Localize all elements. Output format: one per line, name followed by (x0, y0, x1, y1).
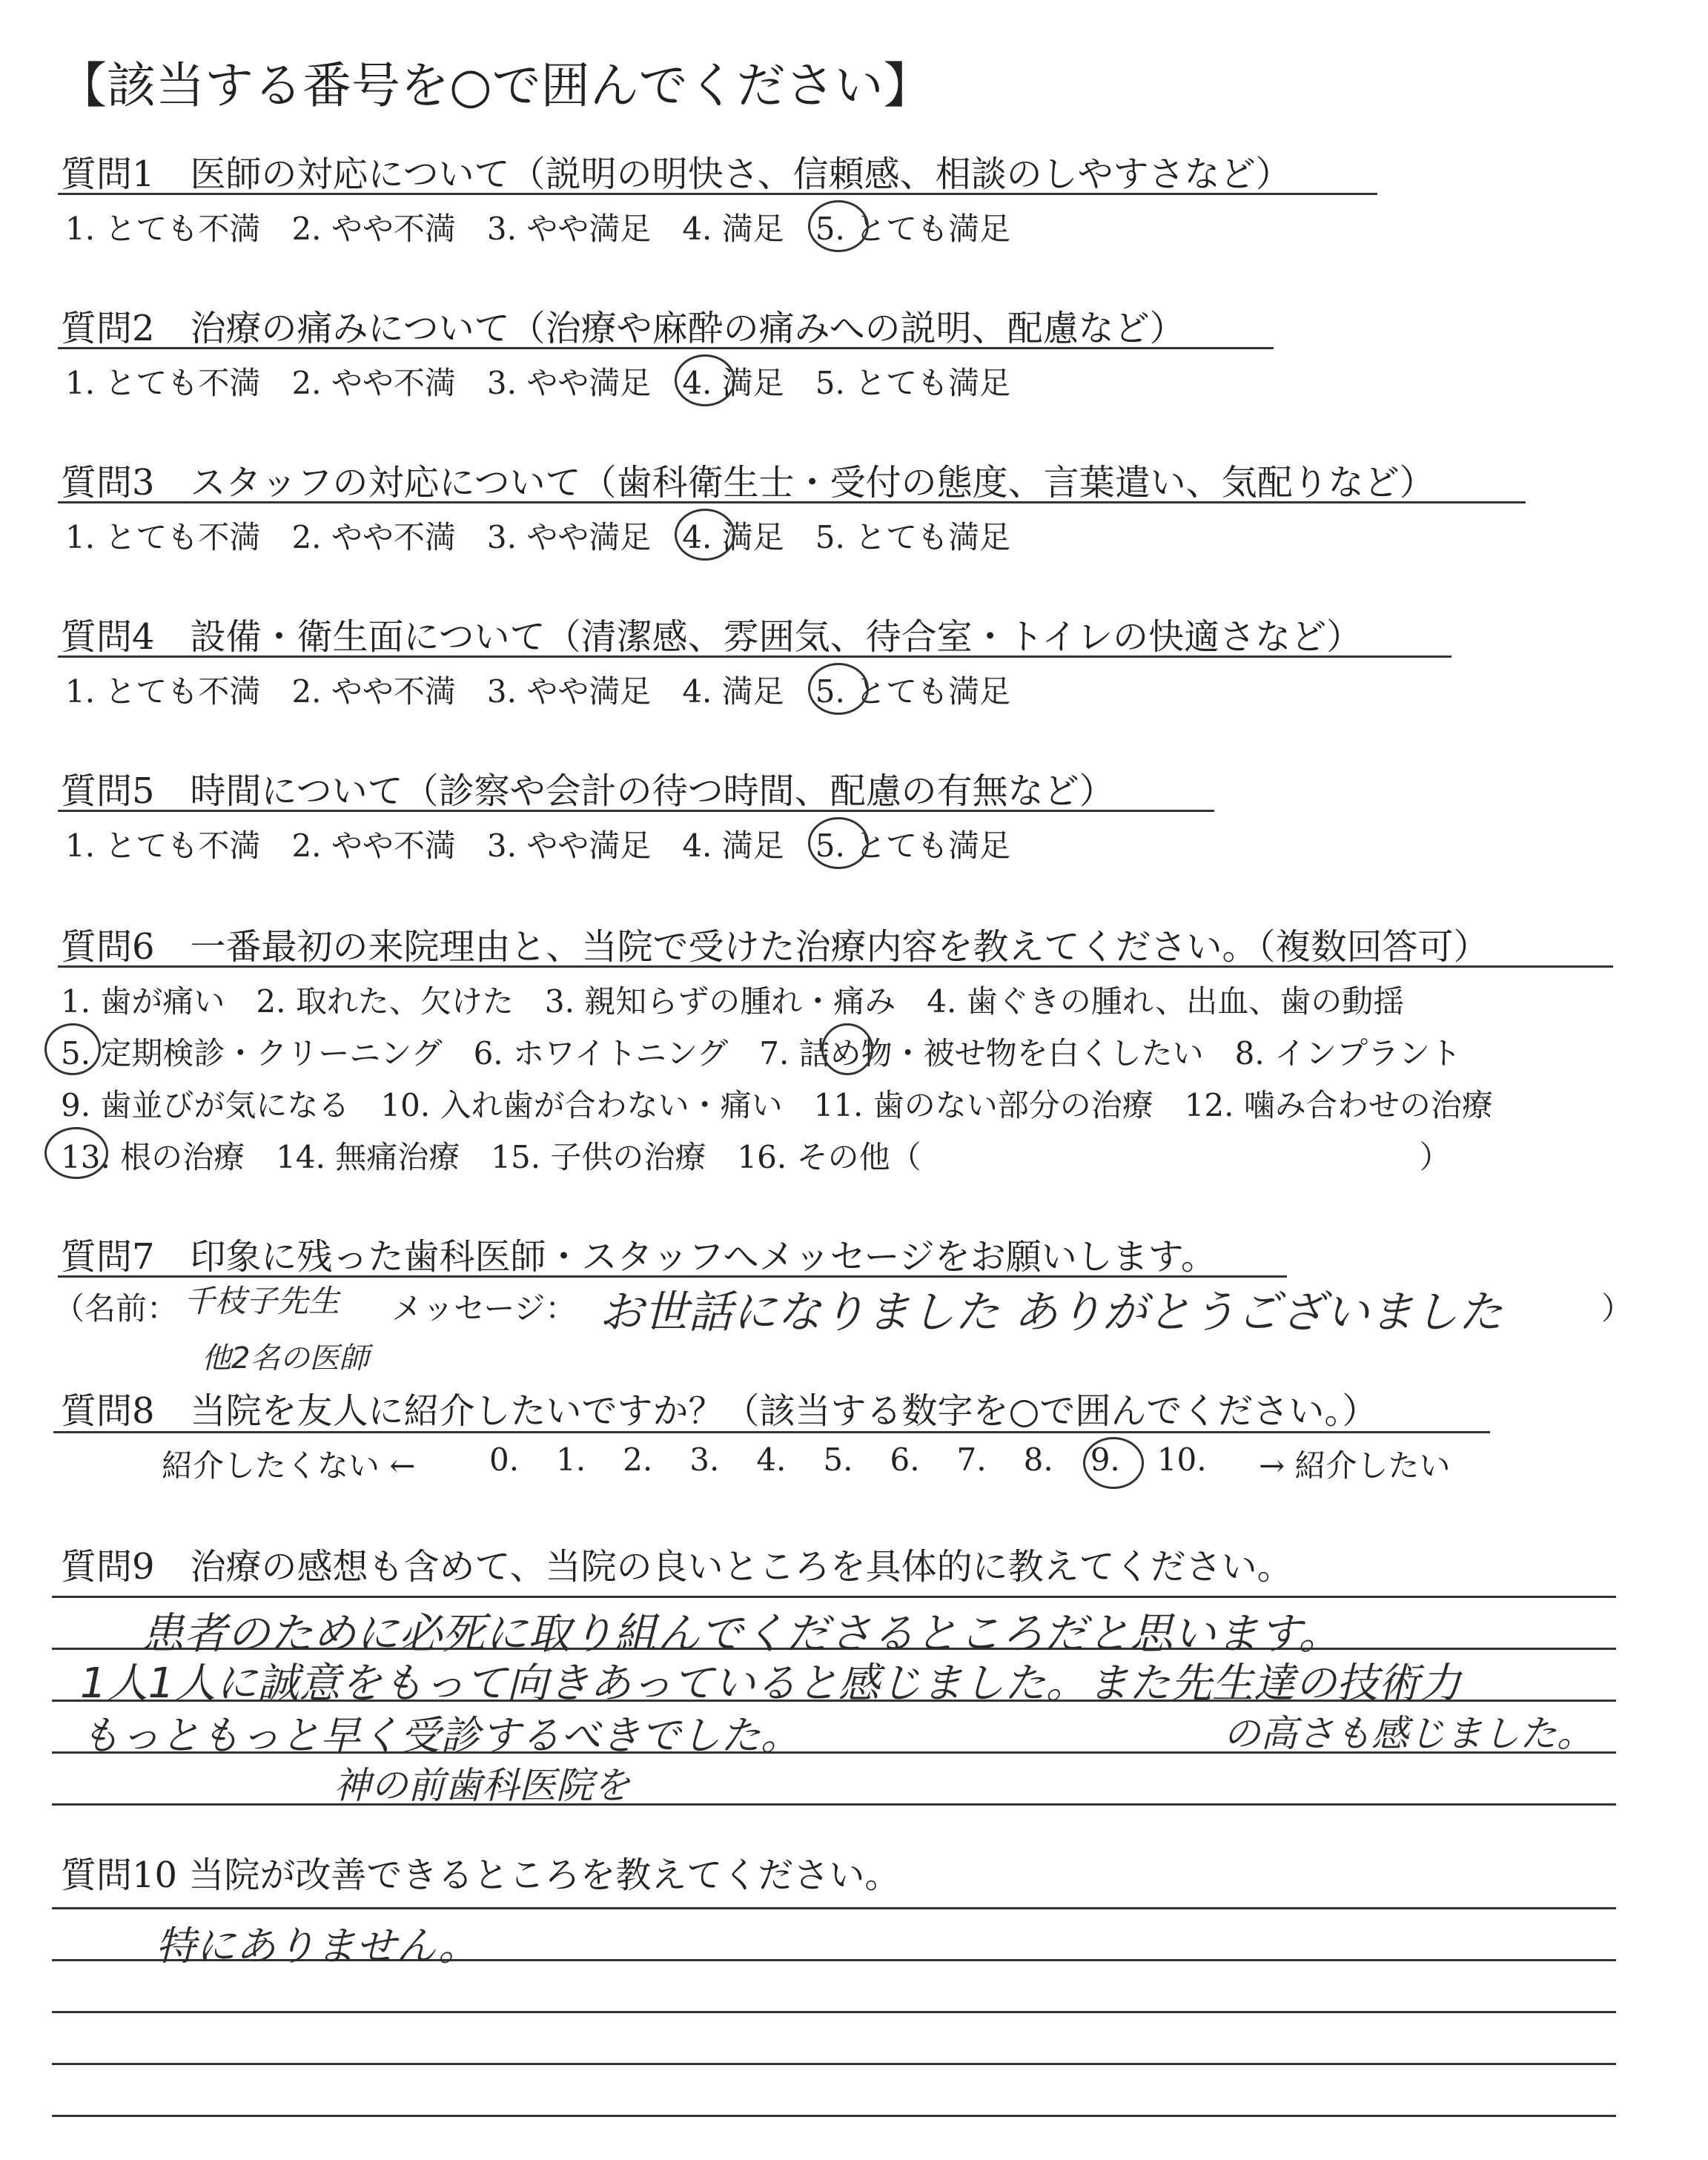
q3-title: 質問3 スタッフの対応について（歯科衛生士・受付の態度、言葉遣い、気配りなど） (61, 462, 1435, 503)
q9-line-1 (52, 1596, 1616, 1598)
q1-option-2[interactable]: 2. やや不満 (291, 211, 456, 247)
q5-option-5[interactable]: 5. とても満足 (811, 822, 1015, 866)
q8-scale-9[interactable]: 9. (1086, 1441, 1125, 1478)
page-title: 【該当する番号を○で囲んでください】 (58, 57, 933, 114)
q1-option-4[interactable]: 4. 満足 (682, 211, 784, 247)
q5-options (61, 822, 1037, 866)
q7-close-paren: ） (1601, 1290, 1633, 1327)
q4-option-1[interactable]: 1. とても不満 (65, 673, 261, 710)
q8-scale-4[interactable]: 4. (756, 1441, 787, 1478)
q8-scale-7[interactable]: 7. (956, 1441, 987, 1478)
q1-underline (58, 193, 1377, 195)
q4-options (61, 667, 1037, 712)
q1-option-5[interactable]: 5. とても満足 (811, 205, 1015, 249)
q6-underline (58, 965, 1613, 968)
q8-left-label: 紹介したくない ← (162, 1447, 416, 1484)
q1-option-3[interactable]: 3. やや満足 (486, 211, 652, 247)
q10-line-1 (52, 1907, 1616, 1909)
q3-underline (58, 501, 1526, 503)
q1-title: 質問1 医師の対応について（説明の明快さ、信頼感、相談のしやすさなど） (61, 153, 1291, 195)
q5-title: 質問5 時間について（診察や会計の待つ時間、配慮の有無など） (61, 770, 1115, 812)
q3-option-1[interactable]: 1. とても不満 (65, 519, 261, 555)
q8-underline (53, 1431, 1490, 1433)
q7-name-value-2: 他2名の医師 (202, 1341, 369, 1375)
q6-row-4: 13. 根の治療 14. 無痛治療 15. 子供の治療 16. その他（ ） (61, 1139, 1451, 1175)
q5-option-4[interactable]: 4. 満足 (682, 828, 784, 864)
q5-underline (58, 810, 1214, 812)
q5-option-3[interactable]: 3. やや満足 (486, 828, 652, 864)
q1-option-1[interactable]: 1. とても不満 (65, 211, 261, 247)
q7-message-value: お世話になりました ありがとうございました (599, 1287, 1503, 1338)
q2-option-4[interactable]: 4. 満足 (678, 359, 788, 403)
q9-title: 質問9 治療の感想も含めて、当院の良いところを具体的に教えてください。 (61, 1546, 1293, 1588)
q8-scale-10[interactable]: 10. (1156, 1441, 1207, 1478)
q2-option-3[interactable]: 3. やや満足 (486, 365, 652, 401)
q7-title: 質問7 印象に残った歯科医師・スタッフへメッセージをお願いします。 (61, 1236, 1217, 1278)
q8-scale-6[interactable]: 6. (890, 1441, 920, 1478)
q10-line-5 (52, 2115, 1616, 2117)
q2-options (61, 359, 1037, 403)
q10-line-3 (52, 2011, 1616, 2013)
q3-option-2[interactable]: 2. やや不満 (291, 519, 456, 555)
q3-option-3[interactable]: 3. やや満足 (486, 519, 652, 555)
q1-options (61, 205, 1037, 249)
q10-line-4 (52, 2063, 1616, 2065)
q8-scale-5[interactable]: 5. (823, 1441, 853, 1478)
q9-answer-1: 患者のために必死に取り組んでくださるところだと思います。 (141, 1608, 1342, 1659)
q7-name-value: 千枝子先生 (184, 1283, 340, 1319)
q9-answer-5: 神の前歯科医院を (334, 1764, 630, 1807)
q4-option-3[interactable]: 3. やや満足 (486, 673, 652, 710)
q7-name-label: （名前： (53, 1290, 179, 1327)
q5-option-2[interactable]: 2. やや不満 (291, 828, 456, 864)
q6-title: 質問6 一番最初の来院理由と、当院で受けた治療内容を教えてください。（複数回答可） (61, 926, 1489, 968)
q2-option-1[interactable]: 1. とても不満 (65, 365, 261, 401)
q8-scale-1[interactable]: 1. (556, 1441, 586, 1478)
q9-line-5 (52, 1803, 1616, 1806)
q5-option-1[interactable]: 1. とても不満 (65, 828, 261, 864)
q7-message-label: メッセージ： (391, 1290, 577, 1327)
q4-option-4[interactable]: 4. 満足 (682, 673, 784, 710)
q8-scale-8[interactable]: 8. (1023, 1441, 1053, 1478)
q4-underline (58, 655, 1452, 658)
q9-answer-3: もっともっと早く受診するべきでした。 (80, 1712, 801, 1759)
q9-answer-4: の高さも感じました。 (1223, 1712, 1594, 1755)
q2-title: 質問2 治療の痛みについて（治療や麻酔の痛みへの説明、配慮など） (61, 308, 1185, 349)
q2-option-2[interactable]: 2. やや不満 (291, 365, 456, 401)
q6-circle-13 (44, 1127, 108, 1179)
q9-answer-2: 1人1人に誠意をもって向きあっていると感じました。また先生達の技術力 (80, 1659, 1461, 1708)
q3-option-4[interactable]: 4. 満足 (678, 513, 788, 558)
q2-option-5[interactable]: 5. とても満足 (815, 365, 1011, 401)
q4-option-5[interactable]: 5. とても満足 (811, 667, 1015, 712)
q6-circle-5 (44, 1023, 101, 1075)
q4-option-2[interactable]: 2. やや不満 (291, 673, 456, 710)
q3-options (61, 513, 1037, 558)
q6-row-1: 1. 歯が痛い 2. 取れた、欠けた 3. 親知らずの腫れ・痛み 4. 歯ぐきの腫れ、出血、歯の動揺 (61, 983, 1405, 1020)
q8-scale-0[interactable]: 0. (489, 1441, 520, 1478)
q8-title: 質問8 当院を友人に紹介したいですか？（該当する数字を○で囲んでください。） (61, 1390, 1378, 1432)
q6-row-3: 9. 歯並びが気になる 10. 入れ歯が合わない・痛い 11. 歯のない部分の治療 12. 噛み合わせの治療 (61, 1087, 1493, 1123)
q6-row-2: 5. 定期検診・クリーニング 6. ホワイトニング 7. 詰め物・被せ物を白くしたい 8. インプラント (61, 1035, 1462, 1071)
q4-title: 質問4 設備・衛生面について（清潔感、雰囲気、待合室・トイレの快適さなど） (61, 616, 1363, 658)
q6-circle-7 (821, 1023, 873, 1075)
q8-right-label: → 紹介したい (1259, 1447, 1451, 1484)
q10-answer: 特にありません。 (156, 1923, 479, 1969)
q10-title: 質問10 当院が改善できるところを教えてください。 (61, 1855, 901, 1896)
q3-option-5[interactable]: 5. とても満足 (815, 519, 1011, 555)
q2-underline (58, 347, 1274, 349)
q8-scale-2[interactable]: 2. (623, 1441, 653, 1478)
q8-scale (485, 1441, 1239, 1478)
q8-scale-3[interactable]: 3. (689, 1441, 720, 1478)
